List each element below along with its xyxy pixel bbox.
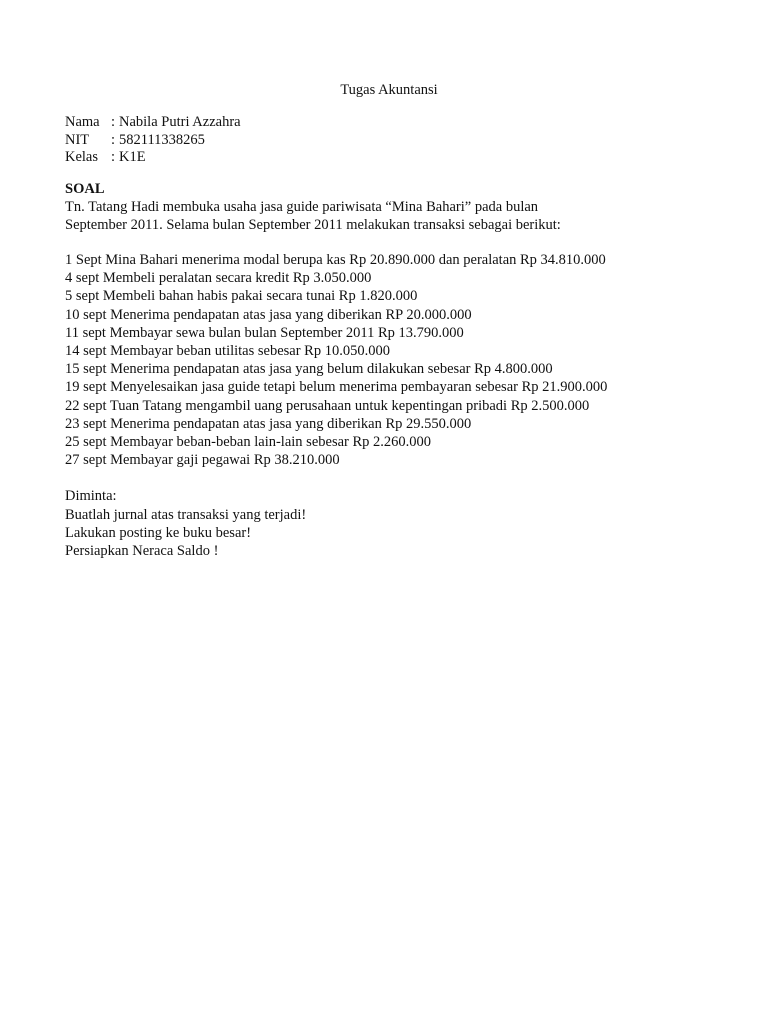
soal-heading: SOAL [65,180,105,197]
transaction-item: 27 sept Membayar gaji pegawai Rp 38.210.000 [65,452,340,469]
identity-label: Kelas [65,149,99,165]
identity-label: NIT [65,131,90,148]
transaction-item: 10 sept Menerima pendapatan atas jasa yang diberikan RP 20.000.000 [65,306,472,323]
intro-line: Tn. Tatang Hadi membuka usaha jasa guide pariwisata “Mina Bahari” pada bulan [65,198,539,215]
task-item: Lakukan posting ke buku besar! [65,524,252,541]
diminta-label: Diminta: [65,488,117,505]
transaction-item: 14 sept Membayar beban utilitas sebesar Rp 10.050.000 [65,342,390,359]
transaction-item: 1 Sept Mina Bahari menerima modal berupa kas Rp 20.890.000 dan peralatan Rp 34.810.000 [65,251,606,268]
identity-separator: : [111,131,116,148]
document-body [65,114,715,560]
identity-block [65,114,715,167]
identity-row-nama [65,114,715,132]
identity-value-kelas: K1E [119,149,146,165]
identity-separator: : [111,114,116,130]
transaction-item: 15 sept Menerima pendapatan atas jasa yang belum dilakukan sebesar Rp 4.800.000 [65,361,553,378]
task-item: Buatlah jurnal atas transaksi yang terjadi! [65,506,307,523]
transaction-item: 11 sept Membayar sewa bulan bulan September 2011 Rp 13.790.000 [65,324,464,341]
identity-separator: : [111,149,116,165]
task-item: Persiapkan Neraca Saldo ! [65,542,219,559]
task-list [65,506,715,561]
transaction-item: 4 sept Membeli peralatan secara kredit Rp 3.050.000 [65,270,372,287]
identity-row-kelas [65,149,715,167]
identity-value-nit: 582111338265 [119,131,205,148]
identity-row-nit [65,132,715,150]
intro-line: September 2011. Selama bulan September 2011 melakukan transaksi sebagai berikut: [65,216,561,233]
transaction-item: 23 sept Menerima pendapatan atas jasa yang diberikan Rp 29.550.000 [65,415,472,432]
intro-paragraph [65,198,715,234]
transaction-item: 19 sept Menyelesaikan jasa guide tetapi belum menerima pembayaran sebesar Rp 21.900.000 [65,379,608,396]
document-title: Tugas Akuntansi [340,82,438,98]
identity-value-name: Nabila Putri Azzahra [119,114,241,130]
transaction-list [65,251,715,469]
transaction-item: 22 sept Tuan Tatang mengambil uang perusahaan untuk kepentingan pribadi Rp 2.500.000 [65,397,590,414]
transaction-item: 5 sept Membeli bahan habis pakai secara tunai Rp 1.820.000 [65,288,418,305]
transaction-item: 25 sept Membayar beban-beban lain-lain sebesar Rp 2.260.000 [65,433,432,450]
identity-label: Nama [65,114,100,130]
